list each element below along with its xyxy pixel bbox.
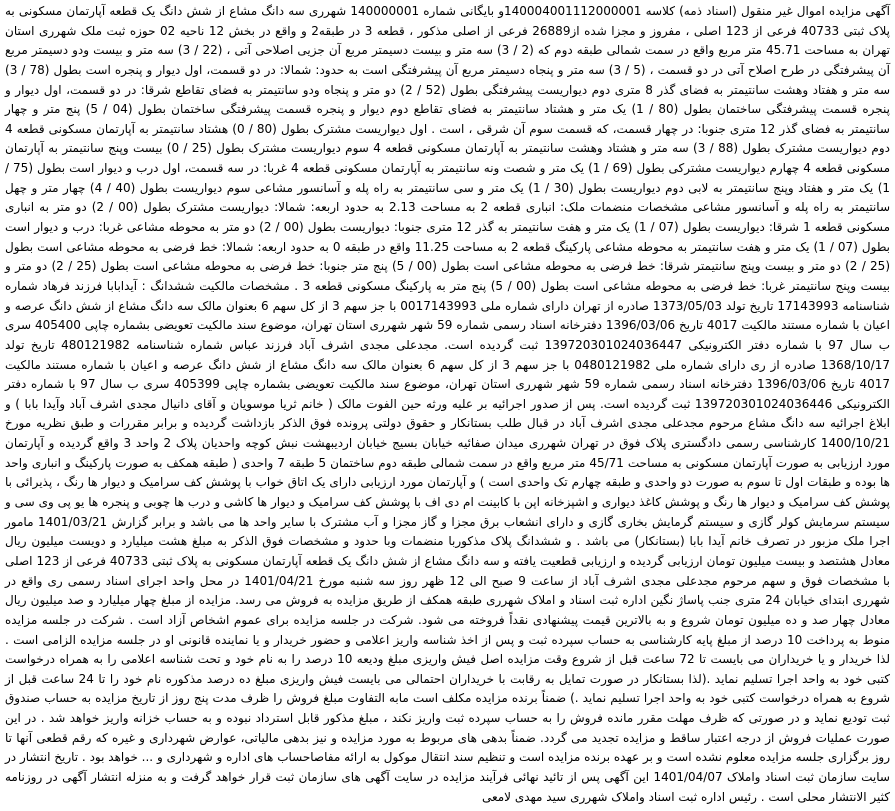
notice-body-text: آگهی مزایده اموال غیر منقول (اسناد ذمه) کلاسه 140004001112000001و بایگانی شماره 140000001 شهرری سه دانگ مشاع از شش دانگ یک قطعه آپارتمان مسکونی به پلاک ثبتی 40733 فرعی از 123 اصلی ، مفروز و مجزا شده از26889 فرعی از اصلی مذکور ، قطعه 3 در طبقه2 و واقع در بخش 12 ناحیه 02 حوزه ثبت ملک شهرری استان تهران به مساحت 45.71 متر مربع واقع در سمت شمالی طبقه دوم که (2 / 3) سه متر و بیست دسیمتر مربع آن جزیی اصلاحی آتی ، (22 / 3) سه متر و بیست ودو دسیمتر مربع آن پیشرفتگی در طرح اصلاح آتی در دو قسمت ، (5 / 3) سه متر و پنجاه دسیمتر مربع آن پیشرفتگی است به حدود: شمالا: در دو قسمت، اول دیوار و پنجره است بطول (78 / 3) سه متر و هفتاد وهشت سانتیمتر به فضای گذر 8 متری دوم دیواریست پیشرفتگی بطول (52 / 2) دو متر و پنجاه ودو سانتیمتر به فضای تقاطع شرقا: در دو قسمت، اول دیوار و پنجره قسمت پیشرفتگی ساختمان بطول (80 / 1) یک متر و هشتاد سانتیمتر به فضای تقاطع دوم دیوار و پنجره قسمت پیشرفتگی ساختمان بطول (04 / 5) پنج متر و چهار سانتیمتر به فضای گذر 12 متری جنوبا: در چهار قسمت، که قسمت سوم آن شرقی ، است . اول دیواریست مشترک بطول (80 / 0) هشتاد سانتیمتر به آپارتمان مسکونی قطعه 4 دوم دیواریست مشترک بطول (88 / 3) سه متر و هشتاد وهشت سانتیمتر به آپارتمان مسکونی قطعه 4 سوم دیواریست مشترک بطول (25 / 0) بیست وپنج سانتیمتر به آپارتمان مسکونی قطعه 4 چهارم دیواریست مشترکی بطول (69 / 1) یک متر و شصت ونه سانتیمتر به آپارتمان مسکونی قطعه 4 غربا: در سه قسمت، اول درب و دیوار است بطول (75 / 1) یک متر و هفتاد وپنج سانتیمتر به لابی دوم دیواریست بطول (30 / 1) یک متر و سی سانتیمتر به راه پله و آسانسور مشاعی سوم دیواریست بطول (40 / 4) چهار متر و چهل سانتیمتر به راه پله و آسانسور مشاعی مشخصات منضمات ملک: انباری قطعه 2 به مساحت 2.13 به حدود اربعه: شمالا: دیواریست مشترک بطول (00 / 2) دو متر به انباری مسکونی قطعه 1 شرقا: دیواریست بطول (07 / 1) یک متر و هفت سانتیمتر به گذر 12 متری جنوبا: دیواریست بطول (00 / 2) دو متر به محوطه مشاعی غربا: درب و دیوار است بطول (07 / 1) یک متر و هفت سانتیمتر به محوطه مشاعی پارکینگ قطعه 2 به مساحت 11.25 واقع در طبقه 0 به حدود اربعه: شمالا: خط فرضی به محوطه مشاعی است بطول (25 / 2) دو متر و بیست وپنج سانتیمتر شرقا: خط فرضی به محوطه مشاعی است بطول (00 / 5) پنج متر جنوبا: خط فرضی به محوطه مشاعی است بطول (25 / 2) دو متر و بیست وپنج سانتیمتر غربا: خط فرضی به محوطه مشاعی است بطول (00 / 5) پنج متر به پارکینگ مسکونی قطعه 3 . مشخصات مالکیت ششدانگ : آیدابابا فرزند فرهاد شماره شناسنامه 17143993 تاریخ تولد 1373/05/03 صادره از تهران دارای شماره ملی 0017143993 با جز سهم 3 از کل سهم 6 بعنوان مالک سه دانگ مشاع از شش دانگ عرصه و اعیان با شماره مستند مالکیت 4017 تاریخ 1396/03/06 دفترخانه اسناد رسمی شماره 59 شهر شهرری استان تهران، موضوع سند مالکیت تعویضی بشماره چاپی 405400 سری ب سال 97 با شماره دفتر الکترونیکی 139720301024036447 ثبت گردیده است. مجدعلی مجدی اشرف آباد فرزند عباس شماره شناسنامه 480121982 تاریخ تولد 1368/10/17 صادره از ری دارای شماره ملی 0480121982 با جز سهم 3 از کل سهم 6 بعنوان مالک سه دانگ مشاع از شش دانگ عرصه و اعیان با شماره مستند مالکیت 4017 تاریخ 1396/03/06 دفترخانه اسناد رسمی شماره 59 شهر شهرری استان تهران، موضوع سند مالکیت تعویضی بشماره چاپی 405399 سری ب سال 97 با شماره دفتر الکترونیکی 139720301024036446 ثبت گردیده است. پس از صدور اجرائیه بر علیه ورثه حین الفوت مالک ( خانم ثریا موسویان و آقای دانیال مجدی اشرف آباد وآیدا بابا ) و ابلاغ اجرائیه سه دانگ مشاع مرحوم مجدعلی مجدی اشرف آباد در قبال طلب بستانکار و حقوق دولتی پرونده فوق الذکر بازداشت گردیده و برابر مقررات و طبق نظریه مورخ 1400/10/21 کارشناسی رسمی دادگستری پلاک فوق در تهران شهرری میدان صفائیه خیابان بسیج خیابان اردیبهشت نبش کوچه واحدیان پلاک 2 واحد 3 واقع گردیده و آپارتمان مورد ارزیابی به صورت آپارتمان مسکونی به مساحت 45/71 متر مربع واقع در سمت شمالی طبقه دوم ساختمان 5 طبقه 7 واحدی ( طبقه همکف به صورت پارکینگ و انباری واحد ها بوده و طبقات اول تا سوم به صورت دو واحدی و طبقه چهارم تک واحدی است ) و آپارتمان مورد ارزیابی دارای یک اتاق خواب با پوشش کف سرامیک و دیوار ها رنگ ، پذیرائی با پوشش کف سرامیک و دیوار ها رنگ و پوشش کاغذ دیواری و اشپزخانه اپن با کابینت ام دی اف با پوشش کف سرامیک و دیوار ها کاشی و درب ها چوبی و پنجره ها یو پی وی سی و سیستم سرمایش کولر گازی و سیستم گرمایش بخاری گازی و دارای انشعاب برق مجزا و گاز مجزا و آب مشترک با سایر واحد ها می باشد و برابر گزارش 1401/03/21 مامور اجرا ملک مزبور در تصرف خانم آیدا بابا (بستانکار) می باشد . و ششدانگ پلاک مذکوربا منضمات وبا حدود و مشخصات فوق الذکر به مبلغ هشت میلیارد و دویست میلیون ریال معادل هشتصد و بیست میلیون تومان ارزیابی گردیده و ارزیابی قطعیت یافته و سه دانگ مشاع از شش دانگ یک قطعه آپارتمان مسکونی به پلاک ثبتی 40733 فرعی از 123 اصلی با مشخصات فوق و سهم مرحوم مجدعلی مجدی اشرف آباد از ساعت 9 صبح الی 12 ظهر روز سه شنبه مورخ 1401/04/21 در محل واحد اجرای اسناد رسمی ری واقع در شهرری ابتدای خیابان 24 متری جنب پاساژ نگین اداره ثبت اسناد و املاک شهرری طبقه همکف از طریق مزایده به فروش می رسد. مزایده از مبلغ چهار میلیارد و صد میلیون ریال معادل چهار صد و ده میلیون تومان شروع و به بالاترین قیمت پیشنهادی نقداً فروخته می شود. شرکت در جلسه مزایده برای عموم اشخاص آزاد است . شرکت در جلسه مزایده منوط به پرداخت 10 درصد از مبلغ پایه کارشناسی به حساب سپرده ثبت و پس از اخذ شناسه واریز اعلامی و حضور خریدار و یا نماینده قانونی او در جلسه مزایده الزامی است . لذا خریدار و یا خریداران می بایست تا 72 ساعت قبل از شروع وقت مزایده اصل فیش واریزی مبلغ ودیعه 10 درصد را به نام خود و تحت شناسه اعلامی را به همراه درخواست کتبی خود به واحد اجرا تسلیم نماید .(لذا بستانکار در صورت تمایل به رقابت با خریداران احتمالی می بایست فیش واریزی مبلغ ده درصد مذکوره نام خود را تا 24 ساعت قبل از شروع به همراه درخواست کتبی خود به واحد اجرا تسلیم نماید .) ضمناً برنده مزایده مکلف است مابه التفاوت مبلغ فروش را ظرف مدت پنج روز از تاریخ مزایده به حساب صندوق ثبت تودیع نماید و در صورتی که ظرف مهلت مقرر مانده فروش را به حساب سپرده ثبت واریز نکند ، مبلغ مذکور قابل استرداد نبوده و به حساب خزانه واریز خواهد شد . در این صورت عملیات فروش از درجه اعتبار ساقط و مزایده تجدید می گردد. ضمناً بدهی های مربوط به مورد مزایده و نیز بدهی مالیاتی، عوارض شهرداری و غیره که رقم قطعی آنها تا روز برگزاری جلسه مزایده معلوم نشده است و بر عهده برنده مزایده است و تنظیم سند انتقال موکول به ارائه مفاصاحساب های اداره و شهرداری و ... خواهد بود . تاریخ انتشار در سایت سازمان ثبت اسناد واملاک 1401/04/07 این آگهی پس از تائید نهائی فرآیند مزایده در سایت آگهی های سازمان ثبت قرار خواهد گرفت و به منزله انتشار آگهی در روزنامه کثیر الانتشار محلی است . رئیس اداره ثبت اسناد واملاک شهرری سید مهدی لامعی [5, 4, 891, 804]
